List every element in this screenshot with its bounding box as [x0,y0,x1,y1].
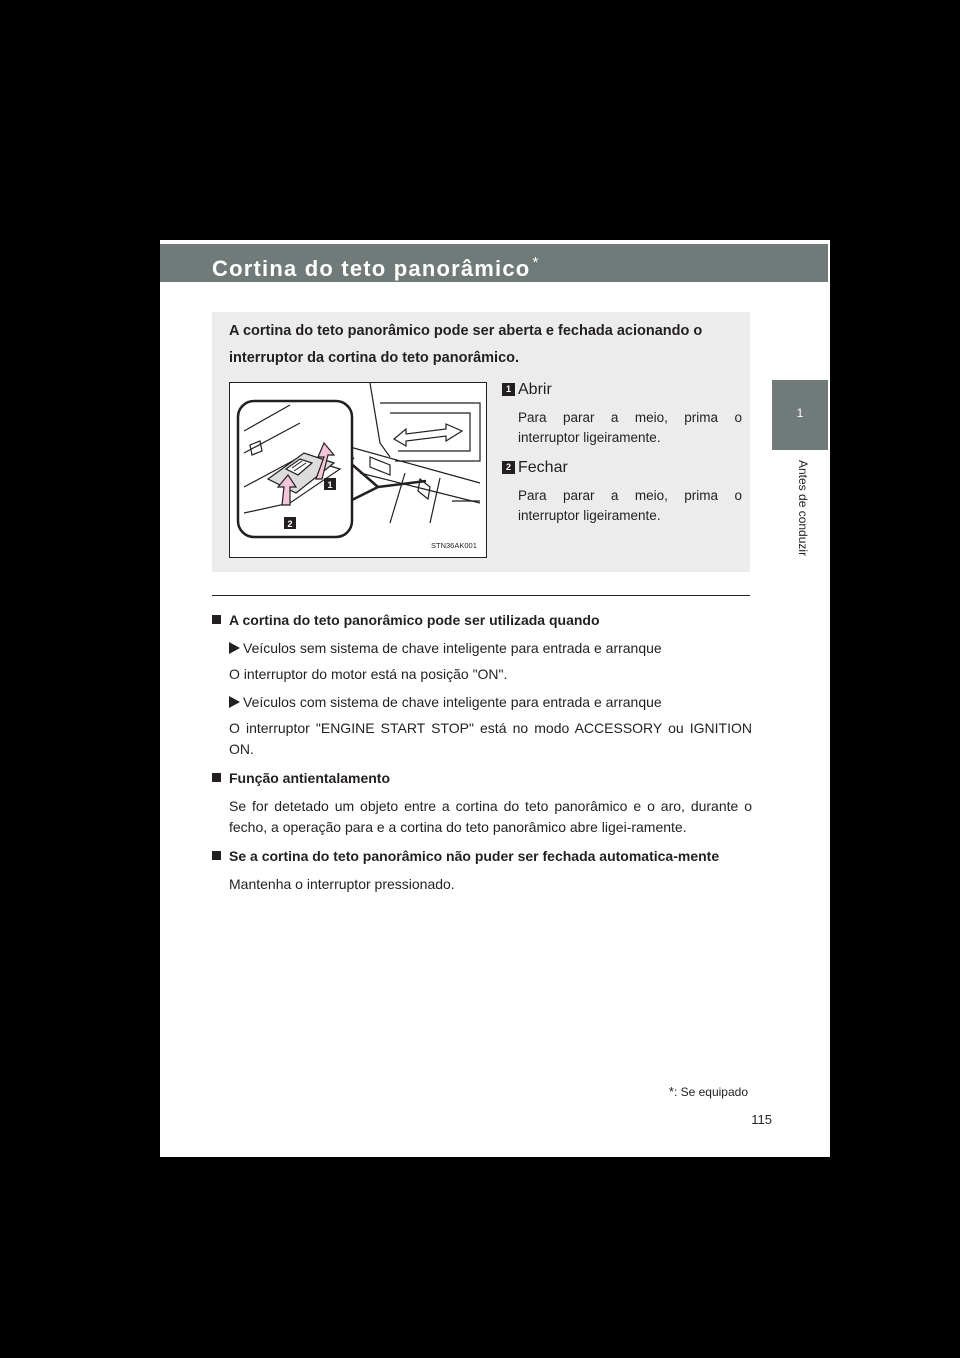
chapter-tab [772,380,828,448]
note-heading: Função antientalamento [212,768,752,789]
note-section [212,846,752,895]
step-number-badge: 2 [502,461,515,474]
condition-text: O interruptor do motor está na posição "ON". [229,666,508,682]
page-number: 115 [751,1112,772,1127]
step-open [502,378,742,448]
footnote-asterisk: * [668,1084,674,1099]
intro-box [212,312,750,572]
section-divider [212,595,750,596]
note-text: Mantenha o interruptor pressionado. [229,876,455,892]
step-title: Abrir [518,381,552,398]
note-heading: Se a cortina do teto panorâmico não puder ser fechada automatica-mente [212,846,752,867]
chapter-tab-rule [772,448,828,450]
condition-text: O interruptor "ENGINE START STOP" está no modo ACCESSORY ou IGNITION ON. [229,720,752,757]
notes [212,610,752,903]
step-text: Para parar a meio, prima o interruptor ligeiramente. [518,410,742,445]
footnote [160,1084,748,1099]
step-close [502,456,742,526]
condition-bullet: Veículos com sistema de chave inteligente para entrada e arranque [212,692,752,713]
manual-page [160,240,830,1157]
step-number-badge: 1 [502,383,515,396]
title-bar [160,244,828,282]
condition-bullet: Veículos sem sistema de chave inteligente para entrada e arranque [212,638,752,659]
note-section [212,610,752,760]
intro-text: A cortina do teto panorâmico pode ser aberta e fechada acionando o interruptor da cortina do teto panorâmico. [229,323,703,366]
note-text: Se for detetado um objeto entre a cortina do teto panorâmico e o aro, durante o fecho, a operação para e a cortina do teto panorâmico abre ligei-ramente. [229,798,752,835]
triangle-bullet-icon [229,642,240,654]
note-section [212,768,752,838]
figure-callout-2: 2 [287,519,293,529]
step-text: Para parar a meio, prima o interruptor ligeiramente. [518,488,742,523]
square-bullet-icon [212,773,221,782]
roof-shade-switch-illustration [229,382,487,558]
chapter-number: 1 [796,406,804,420]
step-title: Fechar [518,459,568,476]
note-heading: A cortina do teto panorâmico pode ser utilizada quando [212,610,752,631]
page-title [212,246,539,286]
page-title-text: Cortina do teto panorâmico [212,256,531,281]
chapter-title: Antes de conduzir [796,460,810,557]
triangle-bullet-icon [229,696,240,708]
square-bullet-icon [212,851,221,860]
title-asterisk: * [532,254,540,271]
figure-code: STN36AK001 [431,541,477,550]
square-bullet-icon [212,615,221,624]
figure-callout-1: 1 [327,480,333,490]
footnote-text: : Se equipado [673,1085,748,1099]
